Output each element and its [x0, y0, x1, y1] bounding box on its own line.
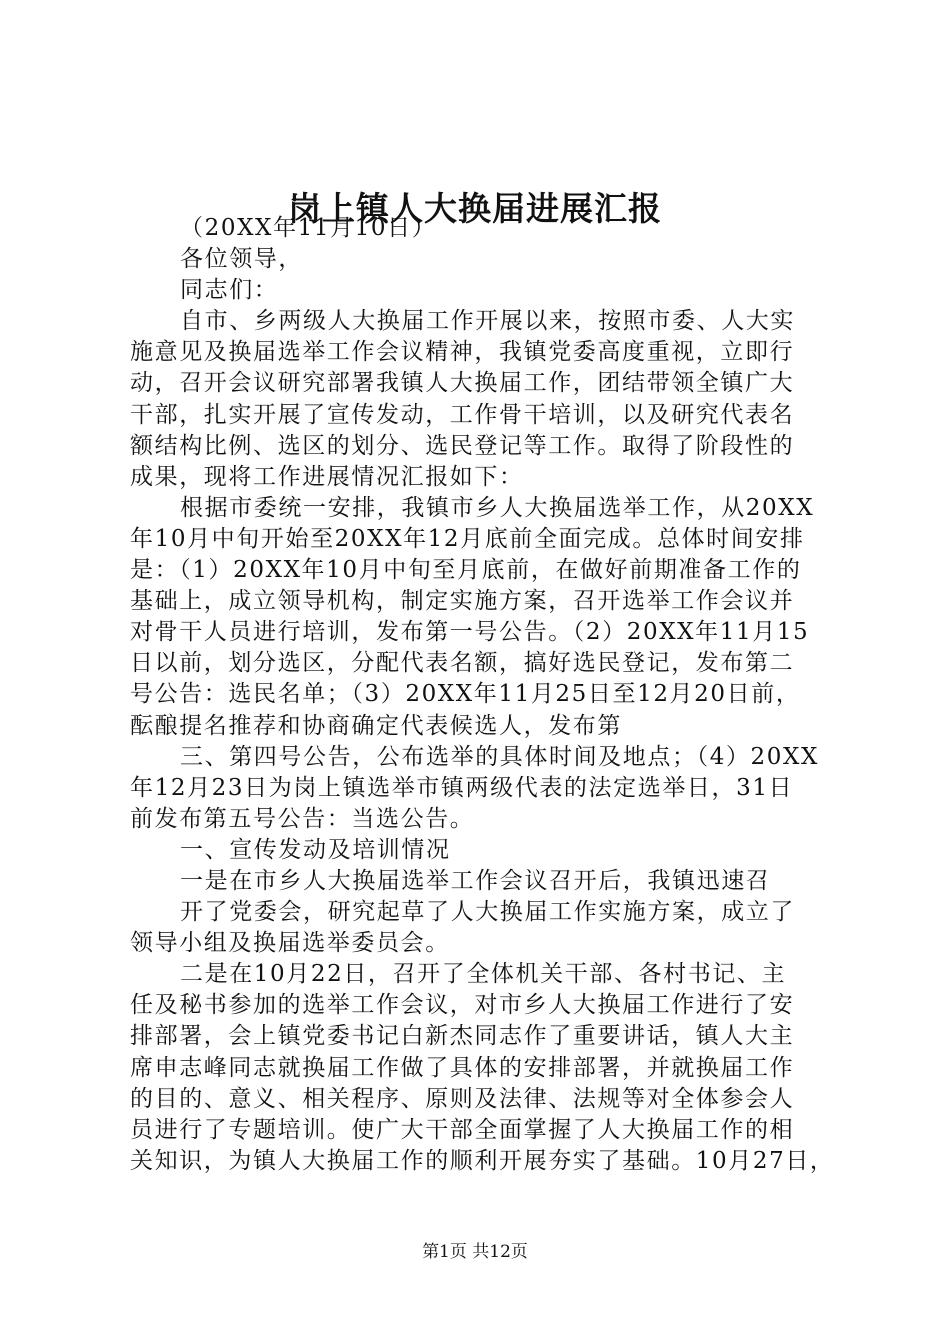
paragraph-line: 开了党委会，研究起草了人大换届工作实施方案，成立了 [180, 899, 795, 926]
paragraph-line: 额结构比例、选区的划分、选民登记等工作。取得了阶段性的 [130, 432, 795, 459]
paragraph-line: 号公告：选民名单；（3）20XX年11月25日至12月20日前， [130, 681, 801, 708]
date-line: （20XX年11月10日） [180, 215, 437, 241]
salutation-line: 同志们： [180, 277, 279, 304]
paragraph-line: 是：（1）20XX年10月中旬至月底前，在做好前期准备工作的 [130, 557, 802, 584]
paragraph-line: 对骨干人员进行培训，发布第一号公告。（2）20XX年11月15 [130, 619, 810, 646]
paragraph-line: 任及秘书参加的选举工作会议，对市乡人大换届工作进行了安 [130, 992, 795, 1019]
document-title: 岗上镇人大换届进展汇报 [288, 189, 662, 228]
page-number: 第1页 共12页 [422, 1242, 528, 1262]
section-heading: 一、宣传发动及培训情况 [180, 836, 451, 863]
paragraph-line: 的目的、意义、相关程序、原则及法律、法规等对全体参会人 [130, 1085, 795, 1112]
paragraph-line: 日以前，划分选区，分配代表名额，搞好选民登记，发布第二 [130, 650, 795, 677]
paragraph-line: 动，召开会议研究部署我镇人大换届工作，团结带领全镇广大 [130, 370, 795, 397]
paragraph-line: 年12月23日为岗上镇选举市镇两级代表的法定选举日，31日 [130, 774, 794, 801]
paragraph-line: 根据市委统一安排，我镇市乡人大换届选举工作，从20XX [180, 494, 815, 521]
paragraph-line: 领导小组及换届选举委员会。 [130, 930, 450, 957]
paragraph-line: 成果，现将工作进展情况汇报如下： [130, 463, 524, 490]
paragraph-line: 排部署，会上镇党委书记白新杰同志作了重要讲话，镇人大主 [130, 1023, 795, 1050]
paragraph-line: 前发布第五号公告：当选公告。 [130, 805, 475, 832]
paragraph-line: 一是在市乡人大换届选举工作会议召开后，我镇迅速召 [180, 867, 771, 894]
paragraph-line: 关知识，为镇人大换届工作的顺利开展夯实了基础。10月27日， [130, 1147, 835, 1174]
paragraph-line: 干部，扎实开展了宣传发动，工作骨干培训，以及研究代表名 [130, 401, 795, 428]
paragraph-line: 施意见及换届选举工作会议精神，我镇党委高度重视，立即行 [130, 339, 795, 366]
paragraph-line: 席申志峰同志就换届工作做了具体的安排部署，并就换届工作 [130, 1054, 795, 1081]
paragraph-line: 基础上，成立领导机构，制定实施方案，召开选举工作会议并 [130, 588, 795, 615]
paragraph-line: 二是在10月22日，召开了全体机关干部、各村书记、主 [180, 961, 787, 988]
paragraph-line: 年10月中旬开始至20XX年12月底前全面完成。总体时间安排 [130, 525, 805, 552]
paragraph-line: 自市、乡两级人大换届工作开展以来，按照市委、人大实 [180, 308, 795, 335]
paragraph-line: 员进行了专题培训。使广大干部全面掌握了人大换届工作的相 [130, 1116, 795, 1143]
document-body [130, 213, 842, 1177]
paragraph-line: 三、第四号公告，公布选举的具体时间及地点；（4）20XX [180, 743, 819, 770]
paragraph-line: 酝酿提名推荐和协商确定代表候选人，发布第 [130, 712, 622, 739]
salutation-line: 各位领导， [180, 246, 303, 273]
